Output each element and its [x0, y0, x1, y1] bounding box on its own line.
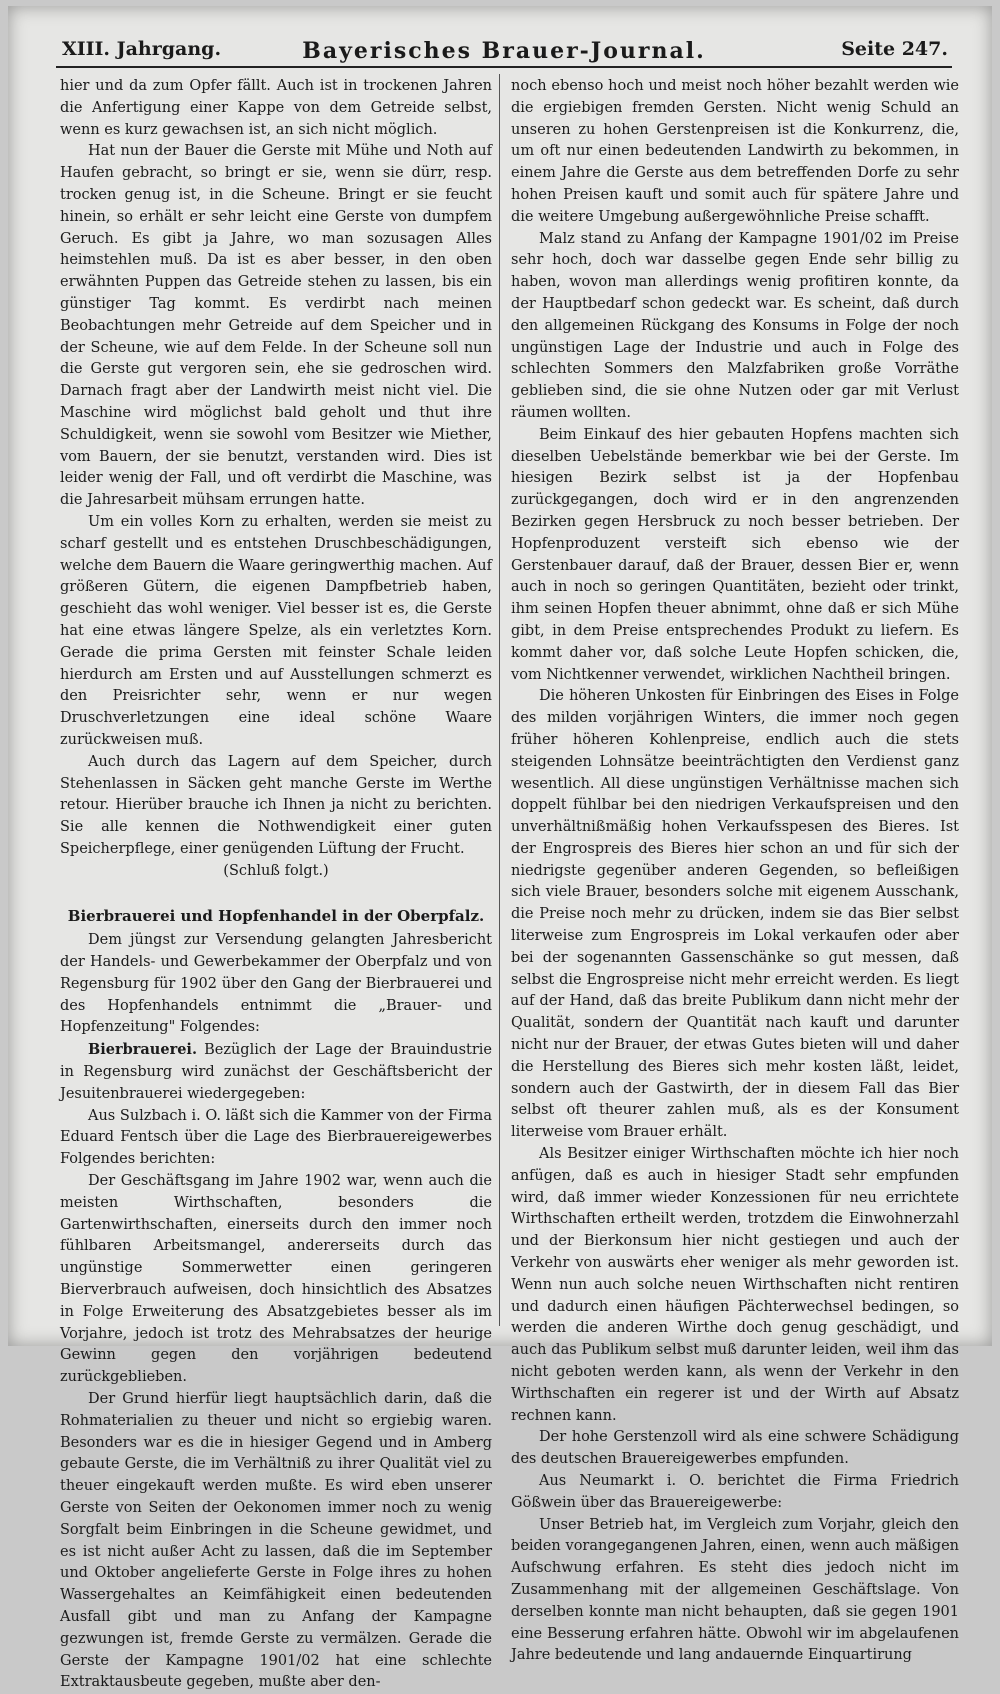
paragraph: Dem jüngst zur Versendung gelangten Jahresbericht der Handels- und Gewerbekammer der Oberpfalz und von Regensburg für 1902 über den Gang der Bierbrauerei und des Hopfenhandels entnimmt die „Brauer- und Hopfenzeitung" Folgendes: [60, 932, 492, 1036]
paragraph: Unser Betrieb hat, im Vergleich zum Vorjahr, gleich den beiden vorangegangenen Jahren, einen, wenn auch mäßigen Aufschwung erfahren. Es steht dies jedoch nicht im Zusammenhang mit der allgemeinen Geschäftslage. Von derselben konnte man nicht behaupten, daß sie gegen 1901 eine Besserung erfahren hätte. Obwohl wir im abgelaufenen Jahre bedeutende und lang andauernde Einquartirung [511, 1516, 959, 1664]
paragraph: Aus Sulzbach i. O. läßt sich die Kammer von der Firma Eduard Fentsch über die Lage des Bierbrauereigewerbes Folgendes berichten: [60, 1107, 492, 1168]
paragraph: Malz stand zu Anfang der Kampagne 1901/02 im Preise sehr hoch, doch war dasselbe gegen Ende sehr billig zu haben, wovon man allerdings wenig profitiren konnte, da der Hauptbedarf schon gedeckt war. Es scheint, daß durch den allgemeinen Rückgang des Konsums in Folge der noch ungünstigen Lage der Industrie und auch in Folge des schlechten Sommers den Malzfabriken große Vorräthe geblieben sind, die sie ohne Nutzen oder gar mit Verlust räumen wollten. [511, 230, 959, 421]
paragraph: Hat nun der Bauer die Gerste mit Mühe und Noth auf Haufen gebracht, so bringt er sie, wenn sie dürr, resp. trocken genug ist, in die Scheune. Bringt er sie feucht hinein, so erhält er sehr leicht eine Gerste von dumpfem Geruch. Es gibt ja Jahre, wo man sozusagen Alles heimstehlen muß. Da ist es aber besser, in den oben erwähnten Puppen das Getreide stehen zu lassen, bis ein günstiger Tag kommt. Es verdirbt nach meinen Beobachtungen mehr Getreide auf dem Speicher und in der Scheune, wie auf dem Felde. In der Scheune soll nun die Gerste gut vergoren sein, ehe sie gedroschen wird. Darnach fragt aber der Landwirth meist nicht viel. Die Maschine wird möglichst bald geholt und thut ihre Schuldigkeit, wenn sie sowohl vom Besitzer wie Miether, vom Bauern, der sie benutzt, verstanden wird. Dies ist leider wenig der Fall, und oft verdirbt die Maschine, was die Jahresarbeit mühsam errungen hatte. [60, 143, 492, 509]
continuation-note: (Schluß folgt.) [223, 862, 329, 879]
journal-title: Bayerisches Brauer-Journal. [302, 38, 706, 64]
column-divider [499, 74, 500, 1326]
right-column [511, 76, 959, 1664]
page-header [56, 36, 952, 68]
paragraph: Um ein volles Korn zu erhalten, werden sie meist zu scharf gestellt und es entstehen Druschbeschädigungen, welche dem Bauern die Waare geringwerthig machen. Auf größeren Gütern, die eigenen Dampfbetrieb haben, geschieht das wohl weniger. Viel besser ist es, die Gerste hat eine etwas längere Spelze, als ein verletztes Korn. Gerade die prima Gersten mit feinster Schale leiden hierdurch am Ersten und auf Ausstellungen schmerzt es den Preisrichter sehr, wenn er nur wegen Druschverletzungen eine ideal schöne Waare zurückweisen muß. [60, 513, 492, 748]
paragraph: hier und da zum Opfer fällt. Auch ist in trockenen Jahren die Anfertigung einer Kappe von dem Getreide selbst, wenn es kurz gewachsen ist, an sich nicht möglich. [60, 78, 492, 138]
paragraph: Als Besitzer einiger Wirthschaften möchte ich hier noch anfügen, daß es auch in hiesiger Stadt sehr empfunden wird, daß immer wieder Konzessionen für neu errichtete Wirthschaften ertheilt werden, trotzdem die Einwohnerzahl und der Bierkonsum hier nicht gestiegen und auch der Verkehr von auswärts eher weniger als mehr geworden ist. Wenn nun auch solche neuen Wirthschaften nicht rentiren und dadurch einen häufigen Pächterwechsel bedingen, so werden die anderen Wirthe doch genug geschädigt, und auch das Publikum selbst muß darunter leiden, weil ihm das nicht geboten werden kann, als wenn der Verkehr in den Wirthschaften ein regerer ist und der Wirth auf Absatz rechnen kann. [511, 1146, 959, 1424]
paragraph: noch ebenso hoch und meist noch höher bezahlt werden wie die ergiebigen fremden Gersten. Nicht wenig Schuld an unseren zu hohen Gerstenpreisen ist die Konkurrenz, die, um oft nur einen bedeutenden Landwirth zu bekommen, in einem Jahre die Gerste aus dem betreffenden Dorfe zu sehr hohen Preisen kauft und somit auch für spätere Jahre und die weitere Umgebung außergewöhnliche Preise schafft. [511, 78, 959, 225]
page-number: Seite 247. [841, 38, 948, 60]
subsection-lead: Bierbrauerei. [88, 1041, 197, 1059]
paragraph: Der hohe Gerstenzoll wird als eine schwere Schädigung des deutschen Brauereigewerbes empfunden. [511, 1429, 959, 1468]
section-heading: Bierbrauerei und Hopfenhandel in der Oberpfalz. [67, 907, 485, 926]
paragraph: Der Grund hierfür liegt hauptsächlich darin, daß die Rohmaterialien zu theuer und nicht so ergiebig waren. Besonders war es die in hiesiger Gegend und in Amberg gebaute Gerste, die im Verhältniß zu ihrer Qualität viel zu theuer eingekauft werden mußte. Es wird eben unserer Gerste von Seiten der Oekonomen immer noch zu wenig Sorgfalt beim Einbringen in die Scheune gewidmet, und es ist nicht außer Acht zu lassen, daß die im September und Oktober angelieferte Gerste in Folge ihres zu hohen Wassergehaltes an Keimfähigkeit einen bedeutenden Ausfall gibt und man zu Anfang der Kampagne gezwungen ist, fremde Gerste zu vermälzen. Gerade die Gerste der Kampagne 1901/02 hat eine schlechte Extraktausbeute gegeben, mußte aber den- [60, 1391, 492, 1691]
journal-page [8, 6, 992, 1691]
paragraph: Auch durch das Lagern auf dem Speicher, durch Stehenlassen in Säcken geht manche Gerste im Werthe retour. Hierüber brauche ich Ihnen ja nicht zu berichten. Sie alle kennen die Nothwendigkeit einer guten Speicherpflege, einer genügenden Lüftung der Frucht. [60, 753, 492, 857]
paragraph [60, 1039, 492, 1105]
paragraph: Der Geschäftsgang im Jahre 1902 war, wenn auch die meisten Wirthschaften, besonders die Gartenwirthschaften, einerseits durch den immer noch fühlbaren Arbeitsmangel, andererseits durch das ungünstige Sommerwetter einen geringeren Bierverbrauch aufweisen, doch hinsichtlich des Absatzes in Folge Erweiterung des Absatzgebietes besser als im Vorjahre, jedoch ist trotz des Mehrabsatzes der heurige Gewinn gegen den vorjährigen bedeutend zurückgeblieben. [60, 1173, 492, 1386]
left-column [60, 76, 492, 1691]
paragraph: Aus Neumarkt i. O. berichtet die Firma Friedrich Gößwein über das Brauereigewerbe: [511, 1473, 959, 1511]
paragraph-text: Bezüglich der Lage der Brauindustrie in Regensburg wird zunächst der Geschäftsbericht der Jesuitenbrauerei wiedergegeben: [60, 1042, 492, 1102]
volume-label: XIII. Jahrgang. [62, 38, 222, 60]
paragraph: Beim Einkauf des hier gebauten Hopfens machten sich dieselben Uebelstände bemerkbar wie bei der Gerste. Im hiesigen Bezirk selbst ist ja der Hopfenbau zurückgegangen, doch wird er in den angrenzenden Bezirken gegen Hersbruck zu noch besser betrieben. Der Hopfenproduzent versteift sich ebenso wie der Gerstenbauer darauf, daß der Brauer, dessen Bier er, wenn auch in noch so geringen Quantitäten, bezieht oder trinkt, ihm seinen Hopfen theuer abnimmt, ohne daß er sich Mühe gibt, in dem Preise entsprechendes Produkt zu liefern. Es kommt daher vor, daß solche Leute Hopfen schicken, die, vom Nichtkenner verwendet, wirklichen Nachtheil bringen. [511, 426, 959, 683]
paragraph: Die höheren Unkosten für Einbringen des Eises in Folge des milden vorjährigen Winters, die immer noch gegen früher höheren Kohlenpreise, endlich auch die stets steigenden Lohnsätze beeinträchtigten den Verdienst ganz wesentlich. All diese ungünstigen Verhältnisse machen sich doppelt fühlbar bei den niedrigen Verkaufspreisen und den unverhältnißmäßig hohen Verkaufsspesen des Bieres. Ist der Engrospreis des Bieres hier schon an und für sich der niedrigste gegenüber anderen Gegenden, so befleißigen sich viele Brauer, besonders solche mit eigenem Ausschank, die Preise noch mehr zu drücken, indem sie das Bier selbst literweise zum Engrospreis im Lokal verkaufen oder aber bei der sogenannten Gassenschänke so gut messen, daß selbst die Engrospreise nicht mehr erreicht werden. Es liegt auf der Hand, daß das breite Publikum dann nicht mehr der Qualität, sondern der Quantität nach kauft und darunter nicht nur der Brauer, der etwas Gutes bieten will und daher die Herstellung des Bieres sich mehr kosten läßt, leidet, sondern auch der Gastwirth, der in diesem Fall das Bier selbst oft theurer zahlen muß, als es der Konsument literweise vom Brauer erhält. [511, 688, 959, 1141]
